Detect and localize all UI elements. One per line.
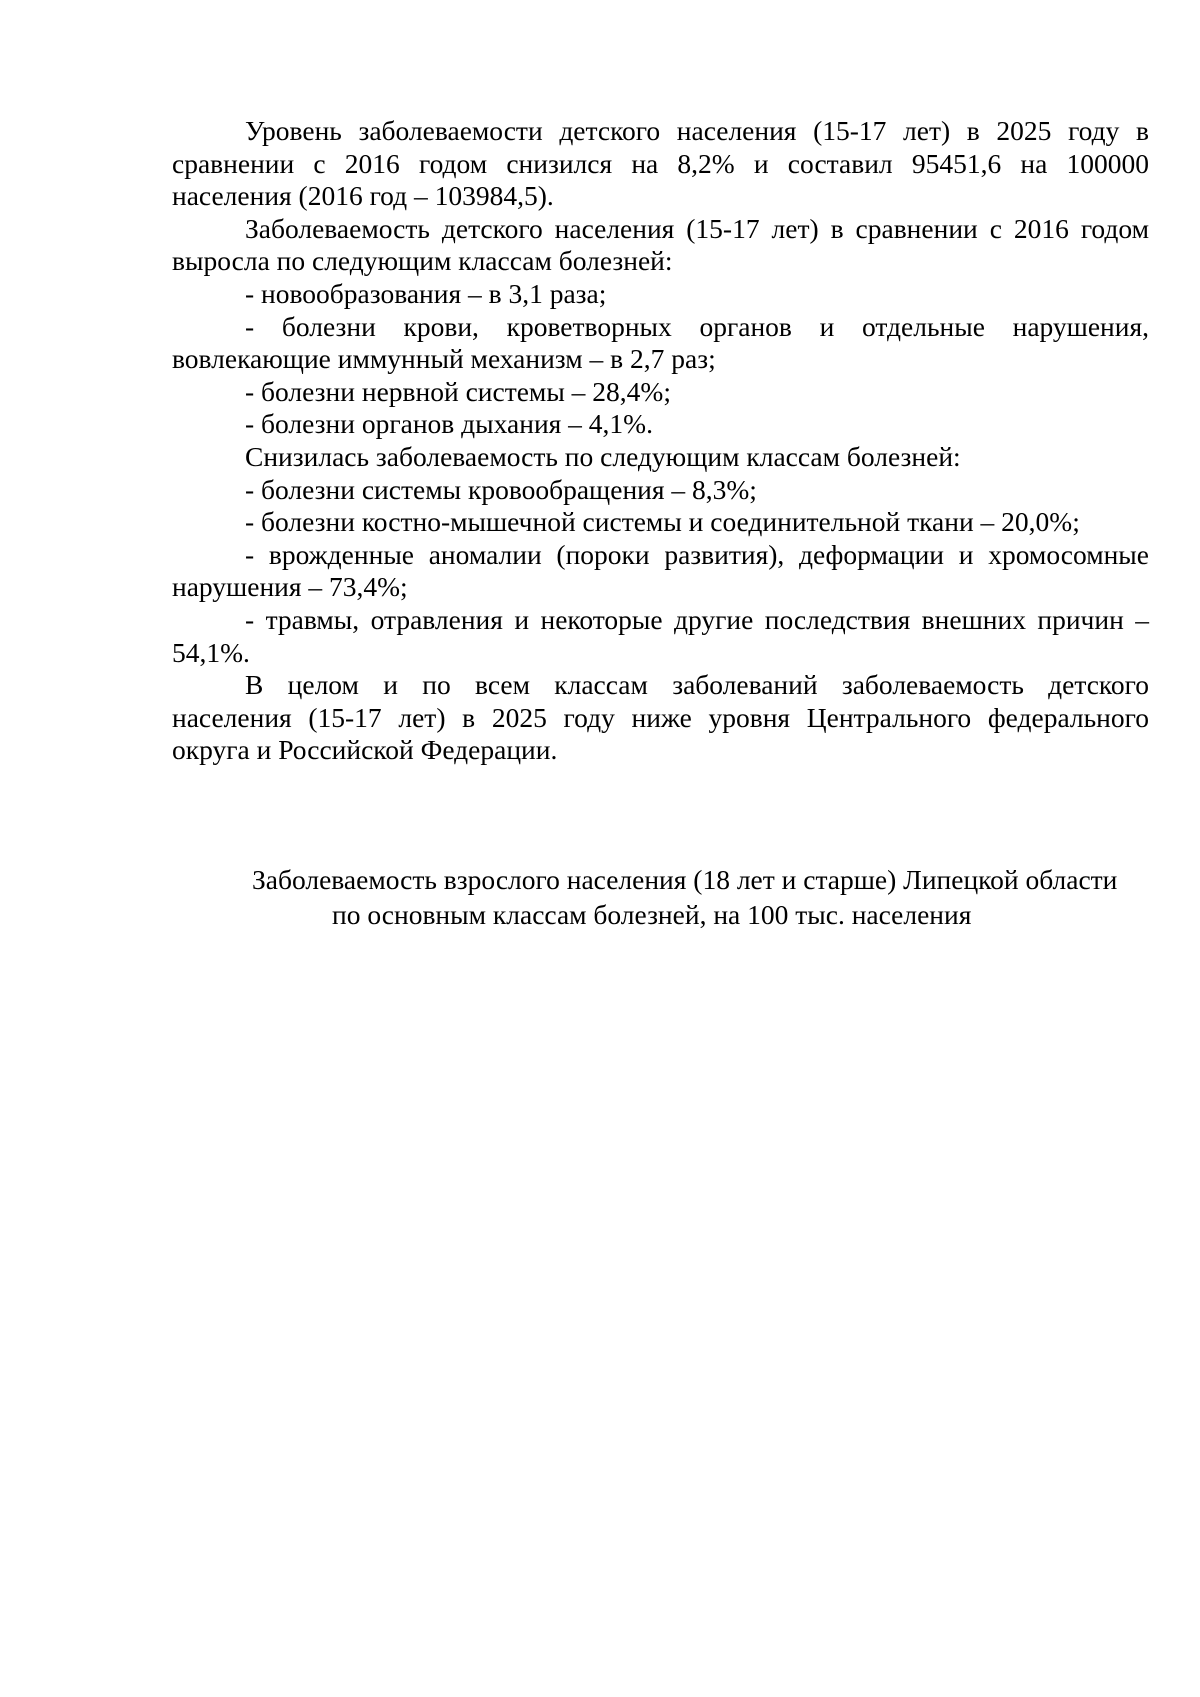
list-item (172, 474, 1149, 507)
text-line: выросла по следующим классам болезней: (172, 245, 673, 277)
text-line: населения (15-17 лет) в 2025 году ниже уровня Центрального федерального (172, 701, 1149, 733)
list-item (172, 506, 1149, 539)
list-item (172, 278, 1149, 311)
text-line: Заболеваемость детского населения (15-17 лет) в сравнении с 2016 годом (245, 212, 1149, 244)
decrease-list (172, 474, 1149, 670)
text-line: 54,1%. (172, 636, 250, 668)
heading-line: по основным классам болезней, на 100 тыс. населения (332, 899, 972, 930)
list-item (172, 408, 1149, 441)
increase-list (172, 278, 1149, 441)
paragraph-increase-intro (172, 213, 1149, 278)
text-line: Снизилась заболеваемость по следующим классам болезней: (245, 440, 961, 472)
text-line: - болезни органов дыхания – 4,1%. (245, 408, 653, 440)
text-line: округа и Российской Федерации. (172, 734, 558, 766)
text-line: - болезни нервной системы – 28,4%; (245, 375, 671, 407)
text-line: - болезни системы кровообращения – 8,3%; (245, 473, 757, 505)
text-line: - врожденные аномалии (пороки развития), деформации и хромосомные (245, 538, 1149, 570)
list-item (172, 539, 1149, 604)
text-line: В целом и по всем классам заболеваний заболеваемость детского (245, 669, 1149, 701)
text-line: сравнении с 2016 годом снизился на 8,2% и составил 95451,6 на 100000 (172, 147, 1149, 179)
text-line: Уровень заболеваемости детского населения (15-17 лет) в 2025 году в (245, 115, 1149, 146)
text-line: - новообразования – в 3,1 раза; (245, 277, 607, 309)
text-line: - травмы, отравления и некоторые другие последствия внешних причин – (245, 603, 1149, 635)
text-line: - болезни крови, кроветворных органов и отдельные нарушения, (245, 310, 1149, 342)
text-line: - болезни костно-мышечной системы и соединительной ткани – 20,0%; (245, 506, 1080, 538)
list-item (172, 311, 1149, 376)
list-item (172, 604, 1149, 669)
paragraph-decrease-intro (172, 441, 1149, 474)
text-line: нарушения – 73,4%; (172, 571, 408, 603)
text-line: населения (2016 год – 103984,5). (172, 180, 554, 212)
document-body (172, 115, 1149, 767)
text-line: вовлекающие иммунный механизм – в 2,7 раз; (172, 343, 716, 375)
section-heading (172, 862, 1149, 932)
paragraph-incidence-level (172, 115, 1149, 213)
list-item (172, 376, 1149, 409)
heading-line: Заболеваемость взрослого населения (18 лет и старше) Липецкой области (252, 864, 1118, 895)
paragraph-conclusion (172, 669, 1149, 767)
